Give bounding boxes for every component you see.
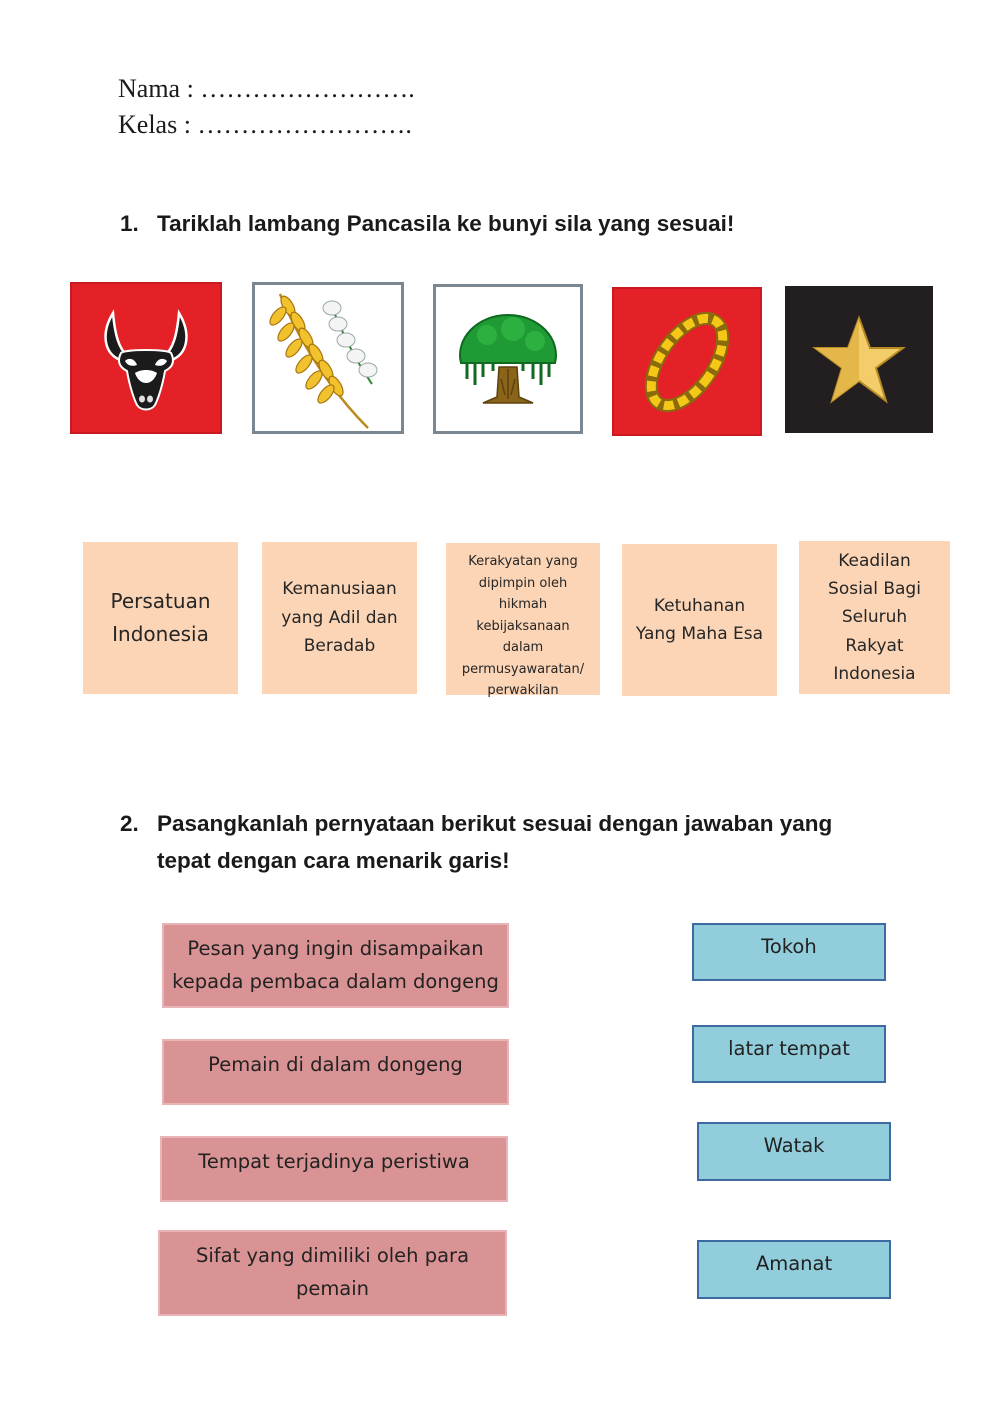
sila-card-keadilan[interactable] [799, 541, 950, 694]
star-icon [811, 314, 907, 406]
sila-line: perwakilan [487, 683, 559, 698]
statement-card-amanat[interactable] [162, 923, 509, 1008]
sila-line: yang Adil dan [281, 607, 398, 628]
sila-line: Kerakyatan yang [468, 554, 578, 569]
symbol-card-star[interactable] [785, 286, 933, 433]
symbol-card-chain[interactable] [612, 287, 762, 436]
question-2 [120, 805, 900, 879]
question-2-line-2: tepat dengan cara menarik garis! [157, 848, 510, 873]
statement-card-watak[interactable] [158, 1230, 507, 1316]
sila-line: Indonesia [833, 663, 916, 684]
chain-icon [637, 302, 737, 422]
statement-line: Pesan yang ingin disampaikan [187, 937, 484, 960]
answer-card-watak[interactable] [697, 1122, 891, 1181]
answer-card-tokoh[interactable] [692, 923, 886, 981]
sila-card-kemanusiaan[interactable] [262, 542, 417, 694]
symbol-card-banyan[interactable] [433, 284, 583, 434]
bull-head-icon [91, 303, 201, 413]
sila-line: Seluruh [841, 607, 908, 628]
sila-card-persatuan[interactable] [83, 542, 238, 694]
sila-line: Keadilan [838, 550, 911, 571]
symbol-card-bull[interactable] [70, 282, 222, 434]
sila-line: Beradab [303, 636, 376, 657]
sila-line: Sosial Bagi [828, 579, 921, 600]
question-2-line-1: Pasangkanlah pernyataan berikut sesuai dengan jawaban yang [157, 811, 833, 836]
sila-line: Persatuan [110, 589, 211, 613]
sila-line: Ketuhanan [653, 595, 746, 616]
sila-line: Rakyat [845, 635, 904, 656]
sila-line: Yang Maha Esa [635, 624, 764, 644]
symbol-card-rice-cotton[interactable] [252, 282, 404, 434]
statement-line: Pemain di dalam dongeng [208, 1053, 463, 1076]
sila-card-kerakyatan[interactable] [446, 543, 600, 698]
answer-label: Watak [763, 1134, 825, 1157]
statement-line: Sifat yang dimiliki oleh para [195, 1244, 470, 1267]
answer-label: latar tempat [728, 1037, 850, 1060]
name-field-label: Nama : ……………………. [118, 74, 415, 103]
class-field-label: Kelas : ……………………. [118, 110, 412, 139]
question-1-text: Tariklah lambang Pancasila ke bunyi sila yang sesuai! [157, 211, 735, 236]
sila-card-ketuhanan[interactable] [622, 544, 777, 696]
statement-line: Tempat terjadinya peristiwa [198, 1150, 470, 1173]
rice-cotton-icon [268, 288, 388, 428]
question-2-number: 2. [120, 811, 139, 836]
sila-line: hikmah [498, 597, 548, 612]
sila-line: permusyawaratan/ [461, 661, 585, 677]
statement-line: pemain [295, 1277, 370, 1300]
sila-line: Kemanusiaan [282, 579, 397, 600]
statement-card-latar[interactable] [160, 1136, 508, 1202]
answer-card-amanat[interactable] [697, 1240, 891, 1299]
sila-line: Indonesia [112, 622, 209, 646]
banyan-tree-icon [453, 309, 563, 409]
question-1-number: 1. [120, 211, 139, 236]
sila-line: dipimpin oleh [478, 575, 568, 591]
sila-line: kebijaksanaan [476, 618, 570, 634]
answer-label: Tokoh [761, 935, 817, 958]
sila-line: dalam [502, 640, 544, 655]
statement-line: kepada pembaca dalam dongeng [172, 970, 499, 993]
answer-card-latar-tempat[interactable] [692, 1025, 886, 1083]
statement-card-tokoh[interactable] [162, 1039, 509, 1105]
question-1 [120, 205, 880, 242]
answer-label: Amanat [755, 1252, 833, 1275]
